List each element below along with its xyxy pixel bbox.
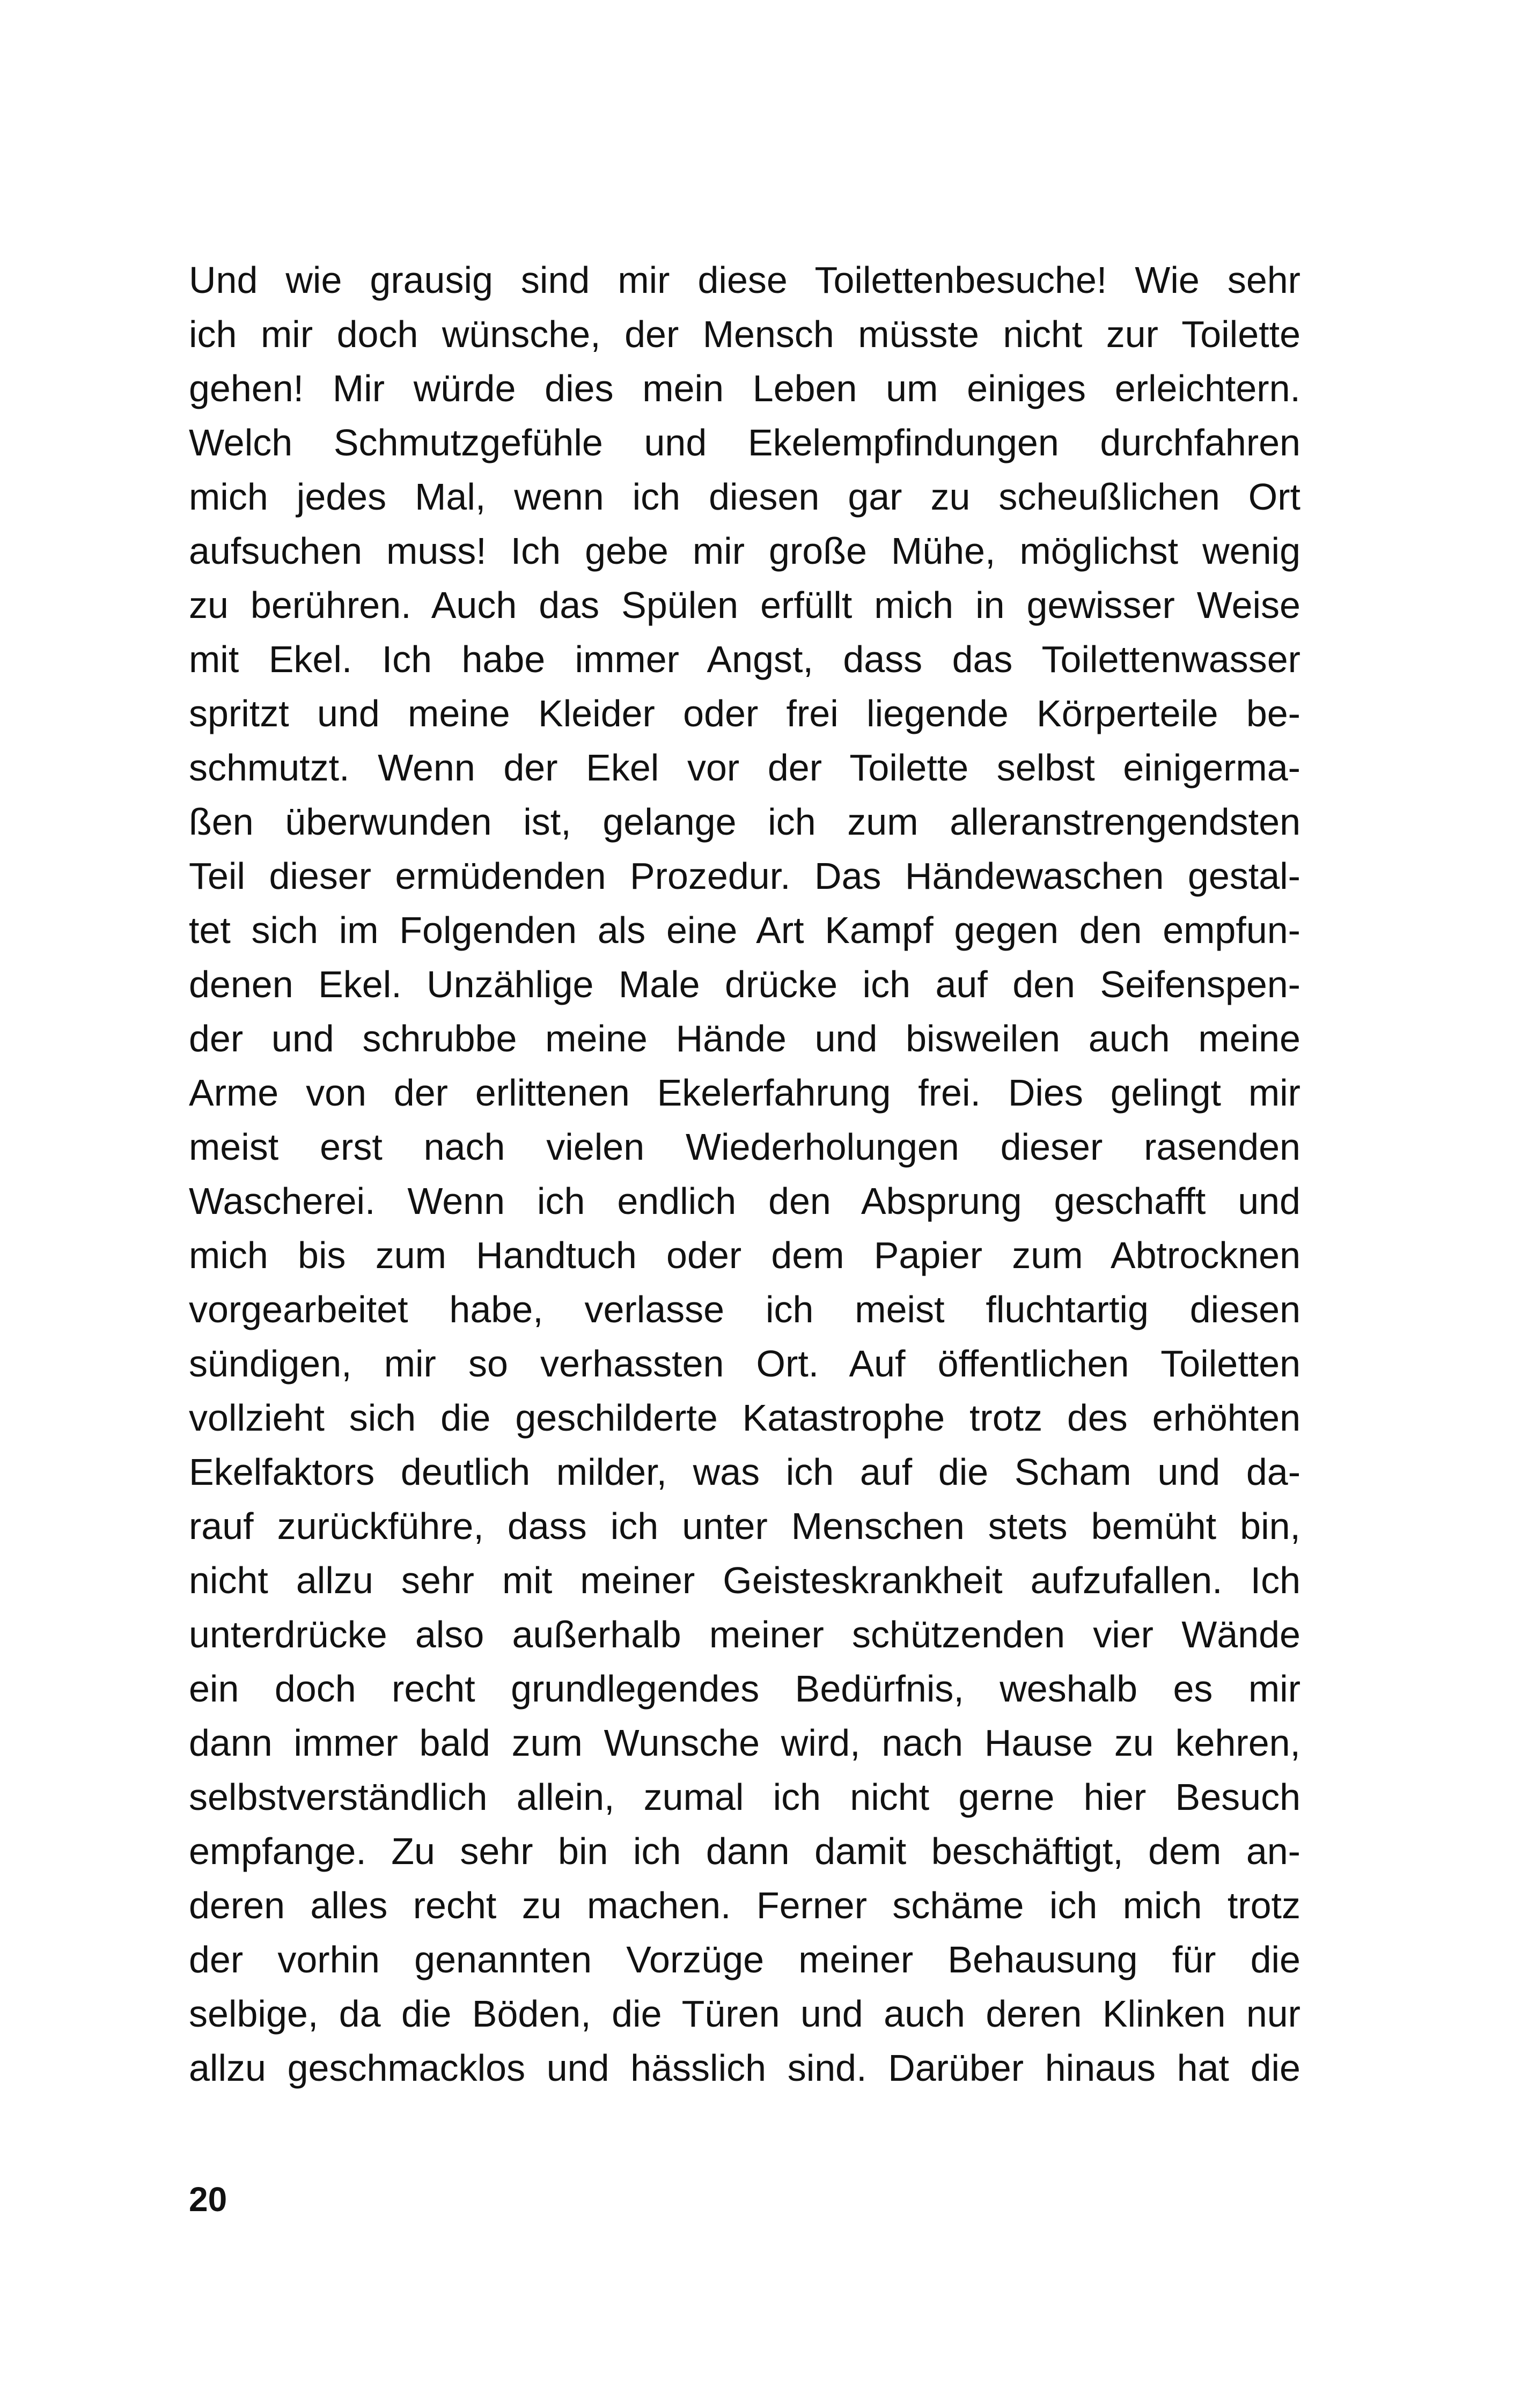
text-line: empfange. Zu sehr bin ich dann damit beschäftigt, dem an- — [189, 1830, 1300, 1872]
text-line: vollzieht sich die geschilderte Katastrophe trotz des erhöhten — [189, 1397, 1300, 1439]
text-line: unterdrücke also außerhalb meiner schützenden vier Wände — [189, 1614, 1300, 1655]
text-line: Arme von der erlittenen Ekelerfahrung frei. Dies gelingt mir — [189, 1072, 1300, 1114]
text-line: dann immer bald zum Wunsche wird, nach Hause zu kehren, — [189, 1722, 1300, 1764]
text-line: schmutzt. Wenn der Ekel vor der Toilette selbst einigerma- — [189, 747, 1300, 789]
text-line: Welch Schmutzgefühle und Ekelempfindungen durchfahren — [189, 422, 1300, 463]
text-line: rauf zurückführe, dass ich unter Menschen stets bemüht bin, — [189, 1505, 1300, 1547]
text-line: Teil dieser ermüdenden Prozedur. Das Händewaschen gestal- — [189, 855, 1300, 897]
text-line: gehen! Mir würde dies mein Leben um einiges erleichtern. — [189, 367, 1300, 409]
text-line: sündigen, mir so verhassten Ort. Auf öffentlichen Toiletten — [189, 1343, 1300, 1385]
body-text — [189, 253, 1300, 2095]
text-line: spritzt und meine Kleider oder frei liegende Körperteile be- — [189, 693, 1300, 734]
text-line: tet sich im Folgenden als eine Art Kampf gegen den empfun- — [189, 909, 1300, 951]
text-line: mich bis zum Handtuch oder dem Papier zum Abtrocknen — [189, 1234, 1300, 1276]
text-line: allzu geschmacklos und hässlich sind. Darüber hinaus hat die — [189, 2047, 1300, 2089]
text-line: mich jedes Mal, wenn ich diesen gar zu scheußlichen Ort — [189, 476, 1300, 518]
text-line: Wascherei. Wenn ich endlich den Absprung geschafft und — [189, 1180, 1300, 1222]
text-line: deren alles recht zu machen. Ferner schäme ich mich trotz — [189, 1884, 1300, 1926]
text-line: ein doch recht grundlegendes Bedürfnis, weshalb es mir — [189, 1668, 1300, 1710]
text-line: Und wie grausig sind mir diese Toilettenbesuche! Wie sehr — [189, 259, 1300, 301]
text-line: selbstverständlich allein, zumal ich nicht gerne hier Besuch — [189, 1776, 1300, 1818]
text-line: ich mir doch wünsche, der Mensch müsste nicht zur Toilette — [189, 313, 1300, 355]
text-line: vorgearbeitet habe, verlasse ich meist fluchtartig diesen — [189, 1288, 1300, 1330]
text-line: Ekelfaktors deutlich milder, was ich auf die Scham und da- — [189, 1451, 1300, 1493]
text-line: zu berühren. Auch das Spülen erfüllt mich in gewisser Weise — [189, 584, 1300, 626]
text-line: nicht allzu sehr mit meiner Geisteskrankheit aufzufallen. Ich — [189, 1559, 1300, 1601]
page-number: 20 — [189, 2180, 227, 2219]
text-line: der vorhin genannten Vorzüge meiner Behausung für die — [189, 1939, 1300, 1980]
text-line: selbige, da die Böden, die Türen und auch deren Klinken nur — [189, 1993, 1300, 2035]
text-line: ßen überwunden ist, gelange ich zum alleranstrengendsten — [189, 801, 1300, 843]
text-line: aufsuchen muss! Ich gebe mir große Mühe, möglichst wenig — [189, 530, 1300, 572]
text-line: mit Ekel. Ich habe immer Angst, dass das Toilettenwasser — [189, 638, 1300, 680]
text-line: der und schrubbe meine Hände und bisweilen auch meine — [189, 1018, 1300, 1059]
text-line: denen Ekel. Unzählige Male drücke ich auf den Seifenspen- — [189, 963, 1300, 1005]
text-line: meist erst nach vielen Wiederholungen dieser rasenden — [189, 1126, 1300, 1168]
